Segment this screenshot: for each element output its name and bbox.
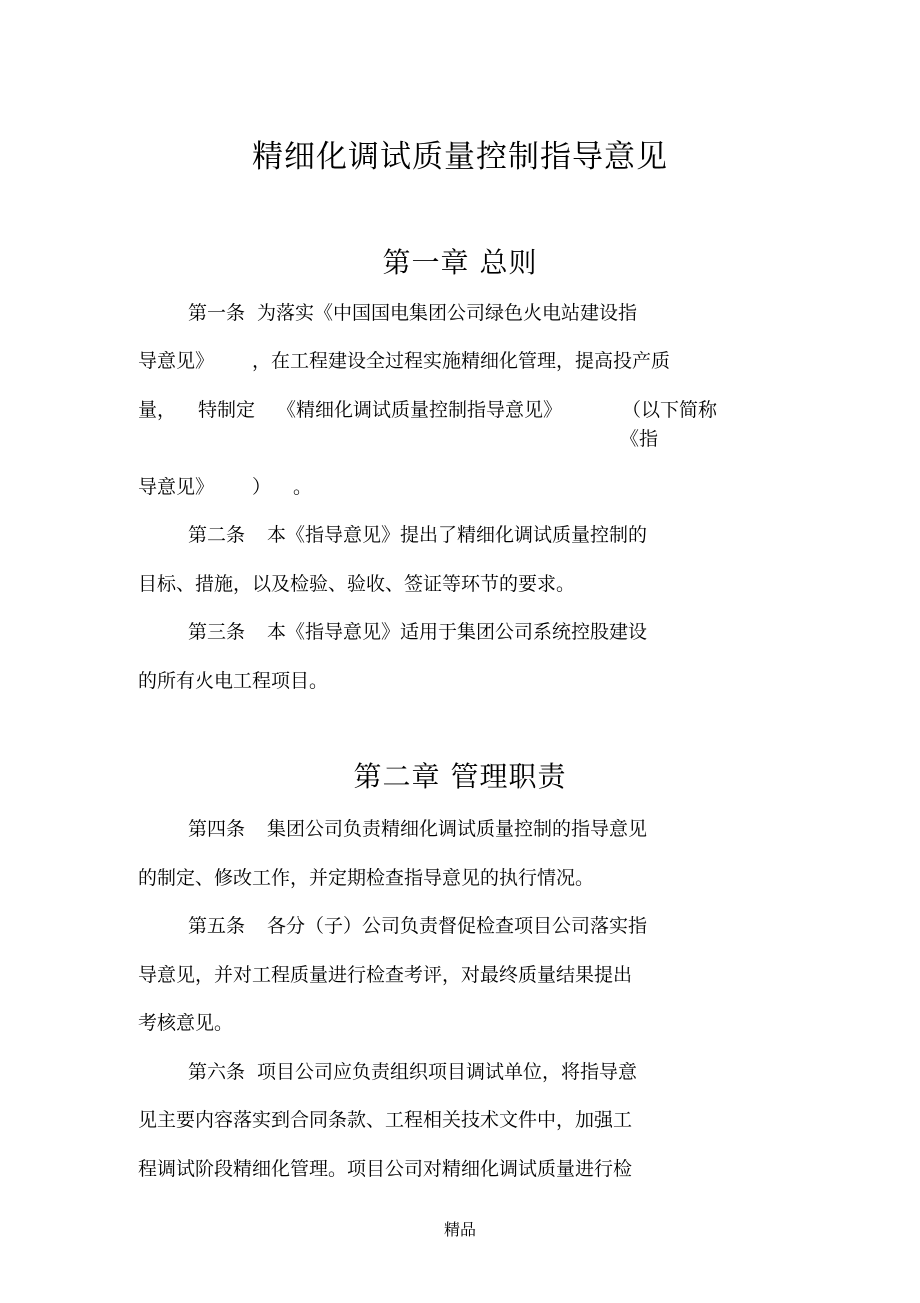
- article-6-label: 第六条: [188, 1061, 246, 1083]
- article-4-line-2: 的制定、修改工作，并定期检查指导意见的执行情况。: [138, 867, 595, 889]
- page-footer: 精品: [443, 1220, 476, 1239]
- article-1-text: 。: [293, 476, 313, 498]
- article-1-line-4: [138, 474, 312, 500]
- article-1-text: 特制定: [198, 399, 256, 421]
- article-1-text: ，在工程建设全过程实施精细化管理，提高投产质: [252, 350, 671, 372]
- article-1-text: 导意见》: [138, 350, 215, 372]
- article-2-line-2: 目标、措施，以及检验、验收、签证等环节的要求。: [138, 573, 576, 595]
- chapter-1-heading: 第一章 总则: [382, 246, 538, 279]
- article-2-text: 本《指导意见》提出了精细化调试质量控制的: [267, 524, 648, 546]
- article-6-line-1: [188, 1059, 637, 1085]
- article-5-text: 各分（子）公司负责督促检查项目公司落实指: [267, 915, 648, 937]
- article-1-text: 为落实《中国国电集团公司绿色火电站建设指: [257, 302, 638, 324]
- article-1-label: 第一条: [188, 302, 246, 324]
- article-5-line-3: 考核意见。: [138, 1012, 234, 1034]
- article-4-label: 第四条: [188, 818, 246, 840]
- article-1-text: 导意见》: [138, 476, 215, 498]
- article-5-label: 第五条: [188, 915, 246, 937]
- chapter-2-heading: 第二章 管理职责: [353, 760, 567, 793]
- article-6-line-2: 见主要内容落实到合同条款、工程相关技术文件中，加强工: [138, 1109, 633, 1131]
- article-3-text: 本《指导意见》适用于集团公司系统控股建设: [267, 621, 648, 643]
- article-1-line-3-right: （以下简称: [622, 399, 718, 421]
- article-1-line-3: [138, 397, 562, 423]
- article-3-line-1: [188, 619, 647, 645]
- article-3-label: 第三条: [188, 621, 246, 643]
- article-6-line-3: 程调试阶段精细化管理。项目公司对精细化调试质量进行检: [138, 1158, 633, 1180]
- article-4-line-1: [188, 816, 647, 842]
- article-1-text: ）: [252, 476, 272, 498]
- article-2-line-1: [188, 522, 647, 548]
- article-5-line-2: 导意见，并对工程质量进行检查考评，对最终质量结果提出: [138, 964, 633, 986]
- document-title: 精细化调试质量控制指导意见: [252, 139, 668, 175]
- article-1-line-3-wrap: 《指: [620, 428, 659, 450]
- article-2-label: 第二条: [188, 524, 246, 546]
- article-1-line-1: [188, 300, 637, 326]
- article-3-line-2: 的所有火电工程项目。: [138, 670, 329, 692]
- article-5-line-1: [188, 913, 647, 939]
- article-6-text: 项目公司应负责组织项目调试单位，将指导意: [257, 1061, 638, 1083]
- article-4-text: 集团公司负责精细化调试质量控制的指导意见: [267, 818, 648, 840]
- article-1-text: 《精细化调试质量控制指导意见》: [277, 399, 563, 421]
- article-1-line-2: [138, 348, 670, 374]
- article-1-text: 量，: [138, 399, 177, 421]
